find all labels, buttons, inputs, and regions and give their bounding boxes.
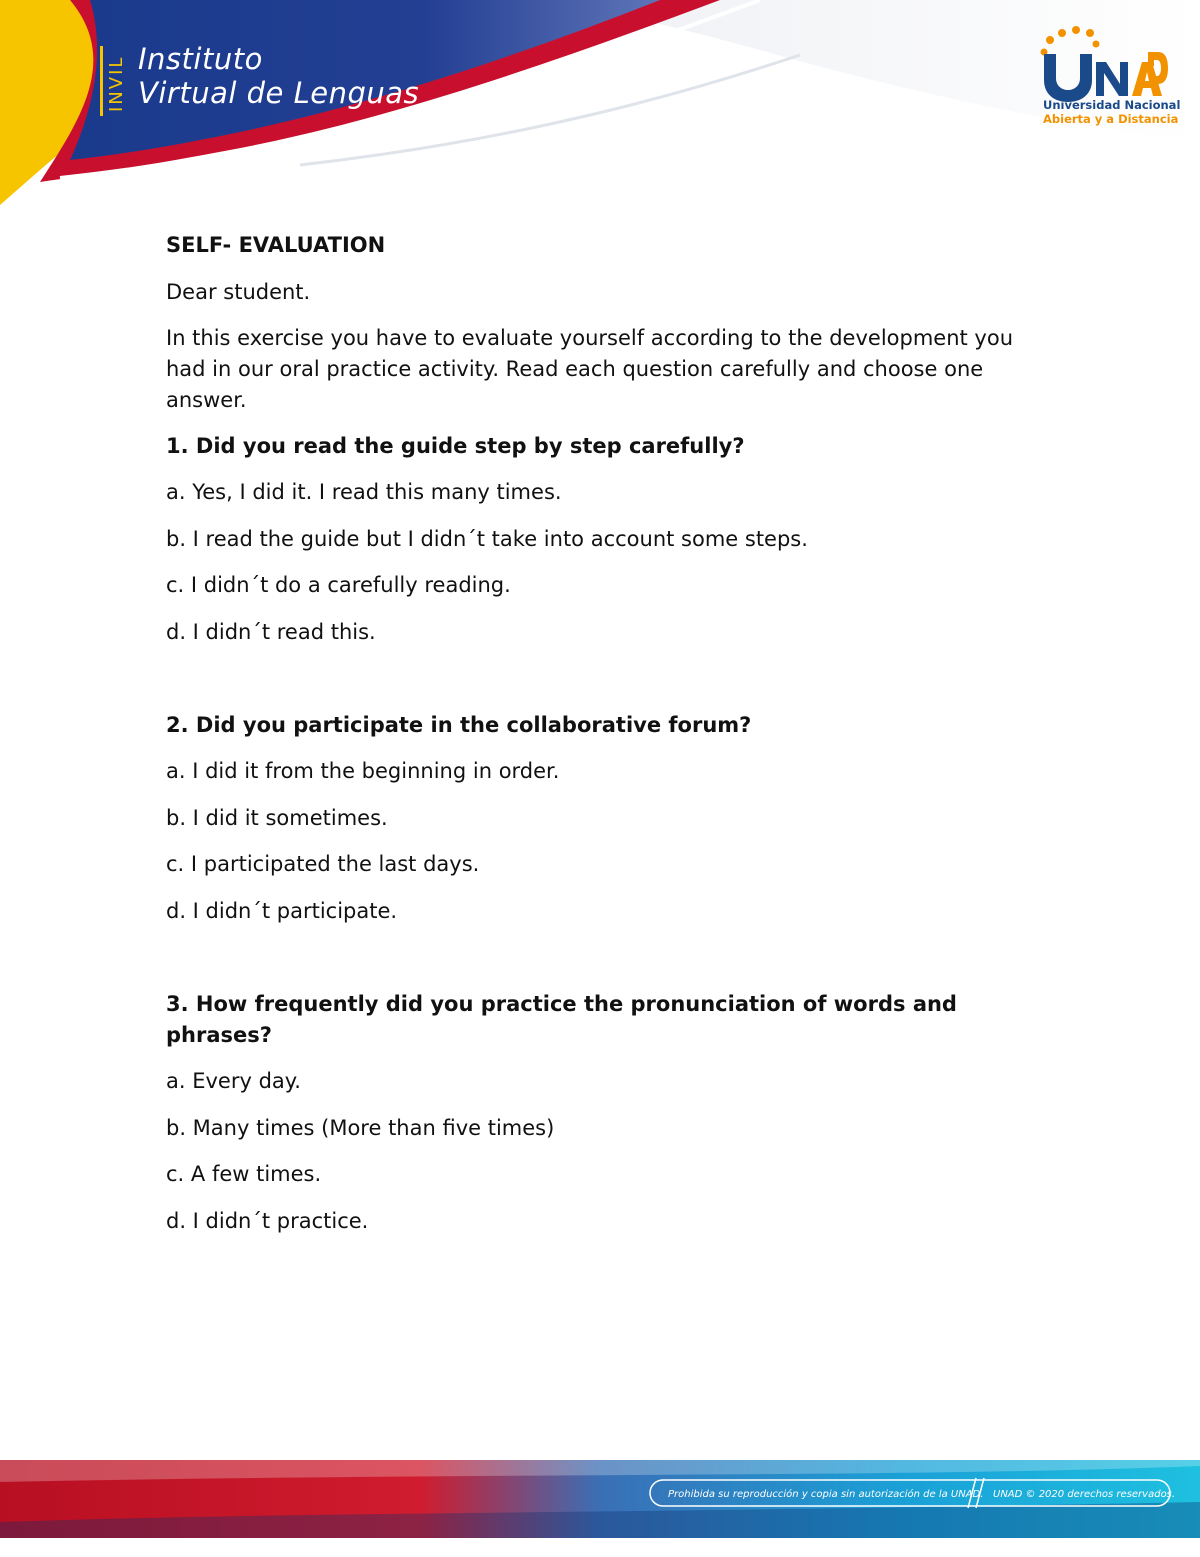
spacer [166, 663, 1026, 710]
question-text: 3. How frequently did you practice the pronunciation of words and phrases? [166, 992, 957, 1047]
question-block-2 [166, 710, 1026, 927]
institute-name-line1: Instituto [138, 42, 263, 76]
spacer [166, 942, 1026, 989]
university-name-line1: Universidad Nacional [1043, 98, 1181, 112]
greeting: Dear student. [166, 280, 311, 304]
page-header [0, 0, 1200, 215]
answer-option: a. I did it from the beginning in order. [166, 759, 560, 783]
answer-option: c. A few times. [166, 1162, 322, 1186]
footer-banner-graphic [0, 1452, 1200, 1553]
answer-option: d. I didn´t practice. [166, 1208, 369, 1233]
document-body [166, 230, 1026, 1252]
university-name-line2: Abierta y a Distancia [1043, 112, 1179, 126]
answer-option: a. Every day. [166, 1069, 301, 1093]
answer-option: b. Many times (More than five times) [166, 1115, 555, 1140]
question-block-3 [166, 989, 1026, 1237]
answer-option: d. I didn´t read this. [166, 619, 376, 644]
page-footer [0, 1452, 1200, 1553]
answer-option: c. I participated the last days. [166, 852, 480, 876]
answer-option: a. Yes, I did it. I read this many times. [166, 480, 562, 504]
question-block-1 [166, 431, 1026, 648]
footer-copyright: UNAD © 2020 derechos reservados. [993, 1489, 1176, 1500]
institute-name-line2: Virtual de Lenguas [138, 76, 420, 110]
question-text: 2. Did you participate in the collaborative forum? [166, 713, 752, 737]
svg-text:INVIL: INVIL [106, 55, 127, 112]
answer-option: b. I did it sometimes. [166, 805, 388, 830]
invil-mark-icon [100, 46, 128, 116]
question-text: 1. Did you read the guide step by step carefully? [166, 434, 745, 458]
answer-option: c. I didn´t do a carefully reading. [166, 573, 511, 597]
document-title: SELF- EVALUATION [166, 233, 386, 257]
answer-option: d. I didn´t participate. [166, 898, 398, 923]
footer-notice: Prohibida su reproducción y copia sin autorización de la UNAD. [668, 1489, 984, 1500]
intro-paragraph: In this exercise you have to evaluate yourself according to the development you had in our oral practice activity. Read each question carefully and choose one answer. [166, 326, 1014, 412]
answer-option: b. I read the guide but I didn´t take into account some steps. [166, 526, 808, 551]
